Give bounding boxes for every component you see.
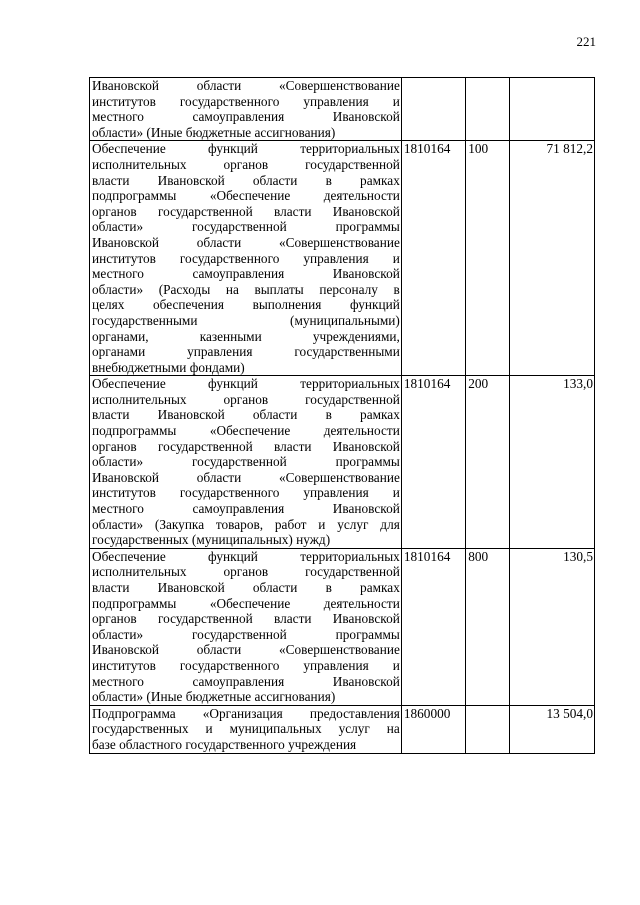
table-row <box>90 376 595 549</box>
description-line: Ивановской области «Совершенствование <box>92 469 400 485</box>
description-line: Ивановской области «Совершенствование <box>92 78 400 93</box>
description-line: области» (Иные бюджетные ассигнования) <box>92 124 336 140</box>
description-line: власти Ивановской области в рамках <box>92 580 400 595</box>
description-line: базе областного государственного учреждения <box>92 736 357 752</box>
description-line: области» (Иные бюджетные ассигнования) <box>92 689 336 705</box>
description-line: местного самоуправления Ивановской <box>92 501 400 517</box>
table-row <box>90 78 595 141</box>
row-target-code: 1860000 <box>401 705 465 753</box>
row-target-code: 1810164 <box>401 141 465 376</box>
description-line: местного самоуправления Ивановской <box>92 266 400 282</box>
row-expense-type: 100 <box>466 141 510 376</box>
row-target-code <box>401 78 465 141</box>
description-line: государственных и муниципальных услуг на <box>92 721 400 737</box>
description-line: Ивановской области «Совершенствование <box>92 234 400 250</box>
row-description <box>90 141 402 376</box>
row-description <box>90 705 402 753</box>
description-line: местного самоуправления Ивановской <box>92 109 400 125</box>
description-line: исполнительных органов государственной <box>92 391 400 407</box>
row-amount: 133,0 <box>510 376 595 549</box>
row-expense-type <box>466 78 510 141</box>
description-line: области» государственной программы <box>92 626 400 642</box>
description-line: исполнительных органов государственной <box>92 156 400 172</box>
description-line: власти Ивановской области в рамках <box>92 407 400 423</box>
description-line: местного самоуправления Ивановской <box>92 673 400 689</box>
row-target-code: 1810164 <box>401 548 465 705</box>
budget-table-body <box>90 78 595 754</box>
description-line: подпрограммы «Обеспечение деятельности <box>92 595 400 611</box>
description-line: области» (Закупка товаров, работ и услуг для <box>92 516 400 532</box>
description-line: области» государственной программы <box>92 219 400 235</box>
description-line: органами управления государственными <box>92 344 400 360</box>
table-row <box>90 141 595 376</box>
page-number: 221 <box>576 34 596 49</box>
description-line: органов государственной власти Ивановской <box>92 611 400 627</box>
description-line: области» государственной программы <box>92 454 400 470</box>
description-line: власти Ивановской области в рамках <box>92 172 400 188</box>
row-description <box>90 78 402 141</box>
description-line: органов государственной власти Ивановской <box>92 438 400 454</box>
row-expense-type <box>466 705 510 753</box>
row-description <box>90 548 402 705</box>
description-line: внебюджетными фондами) <box>92 359 245 375</box>
description-line: Ивановской области «Совершенствование <box>92 642 400 658</box>
row-description <box>90 376 402 549</box>
description-line: органами, казенными учреждениями, <box>92 328 400 344</box>
description-line: институтов государственного управления и <box>92 657 400 673</box>
row-target-code: 1810164 <box>401 376 465 549</box>
description-line: исполнительных органов государственной <box>92 564 400 580</box>
description-line: государственными (муниципальными) <box>92 312 400 328</box>
description-line: институтов государственного управления и <box>92 485 400 501</box>
description-line: институтов государственного управления и <box>92 93 400 109</box>
description-line: подпрограммы «Обеспечение деятельности <box>92 188 400 204</box>
budget-table <box>89 77 595 754</box>
description-line: государственных (муниципальных) нужд) <box>92 532 331 548</box>
row-amount <box>510 78 595 141</box>
row-amount: 13 504,0 <box>510 705 595 753</box>
description-line: Обеспечение функций территориальных <box>92 548 400 564</box>
description-line: органов государственной власти Ивановской <box>92 203 400 219</box>
row-expense-type: 800 <box>466 548 510 705</box>
table-row <box>90 705 595 753</box>
description-line: институтов государственного управления и <box>92 250 400 266</box>
description-line: целях обеспечения выполнения функций <box>92 297 400 313</box>
description-line: области» (Расходы на выплаты персоналу в <box>92 281 400 297</box>
description-line: Обеспечение функций территориальных <box>92 376 400 392</box>
row-amount: 130,5 <box>510 548 595 705</box>
description-line: Подпрограмма «Организация предоставления <box>92 705 400 721</box>
row-expense-type: 200 <box>466 376 510 549</box>
table-row <box>90 548 595 705</box>
row-amount: 71 812,2 <box>510 141 595 376</box>
description-line: подпрограммы «Обеспечение деятельности <box>92 423 400 439</box>
description-line: Обеспечение функций территориальных <box>92 141 400 157</box>
